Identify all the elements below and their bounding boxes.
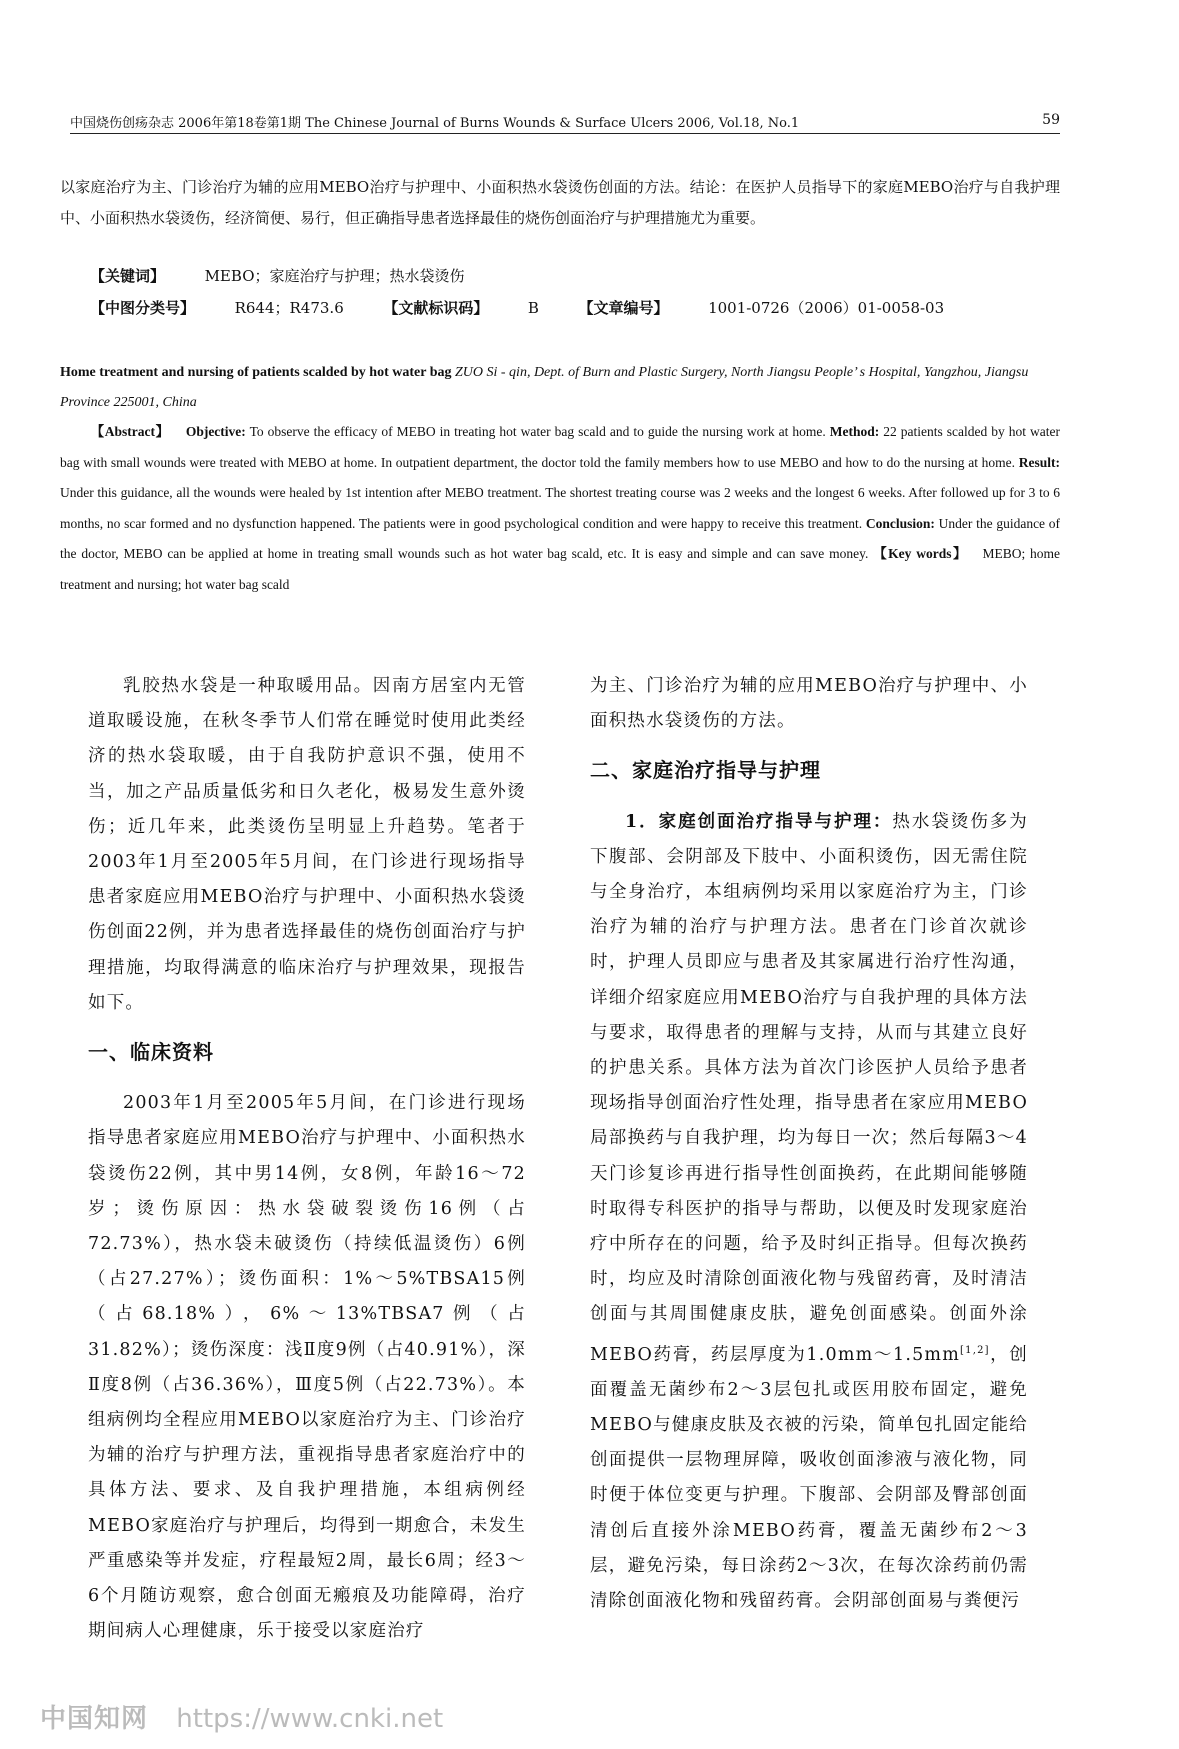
english-title-block — [60, 358, 1060, 418]
clc-label: 【中图分类号】 — [90, 299, 196, 317]
page-number: 59 — [1042, 112, 1060, 128]
clc-value: R644；R473.6 — [234, 299, 344, 317]
method-label: Method: — [829, 424, 880, 439]
conclusion-text: Under the guidance of the doctor, MEBO can be applied at home in treating small wounds such as hot water bag scald, etc. It is easy and simple and can save money. — [60, 515, 1061, 561]
article-number-label: 【文章编号】 — [578, 299, 669, 317]
conclusion-label: Conclusion: — [865, 515, 935, 531]
english-author-affiliation: ZUO Si - qin, Dept. of Burn and Plastic Surgery, North Jiangsu People’ s Hospital, Yangzhou, Jiangsu Province 225001, China — [60, 365, 1029, 410]
subsection-text: 热水袋烫伤多为下腹部、会阴部及下肢中、小面积烫伤，因无需住院与全身治疗，本组病例均采用以家庭治疗为主，门诊治疗为辅的治疗与护理方法。患者在门诊首次就诊时，护理人员即应与患者及其家属进行治疗性沟通，详细介绍家庭应用MEBO治疗与自我护理的具体方法与要求，取得患者的理解与支持，从而与其建立良好的护患关系。具体方法为首次门诊医护人员给予患者现场指导创面治疗性处理，指导患者在家应用MEBO局部换药与自我护理，均为每日一次；然后每隔3～4天门诊复诊再进行指导性创面换药，在此期间能够随时取得专科医护的指导与帮助，以便及时发现家庭治疗中所存在的问题，给予及时纠正指导。但每次换药时，均应及时清除创面液化物与残留药膏，及时清洁创面与其周围健康皮肤，避免创面感染。创面外涂MEBO药膏，药层厚度为1.0mm～1.5mm — [590, 811, 1028, 1365]
clinical-data-paragraph: 2003年1月至2005年5月间，在门诊进行现场指导患者家庭应用MEBO治疗与护理中、小面积热水袋烫伤22例，其中男14例，女8例，年龄16～72岁；烫伤原因：热水袋破裂烫伤16例（占72.73%），热水袋未破烫伤（持续低温烫伤）6例（占27.27%）；烫伤面积：1%～5%TBSA15例（占68.18%），6%～13%TBSA7例（占31.82%）；烫伤深度：浅Ⅱ度9例（占40.91%），深Ⅱ度8例（占36.36%），Ⅲ度5例（占22.73%）。本组病例均全程应用MEBO以家庭治疗为主、门诊治疗为辅的治疗与护理方法，重视指导患者家庭治疗中的具体方法、要求、及自我护理措施，本组病例经MEBO家庭治疗与护理后，均得到一期愈合，未发生严重感染等并发症，疗程最短2周，最长6周；经3～6个月随访观察，愈合创面无瘢痕及功能障碍，治疗期间病人心理健康，乐于接受以家庭治疗 — [88, 1093, 526, 1642]
english-keywords-label: 【Key words】 — [873, 546, 968, 561]
right-column — [590, 669, 1028, 1619]
subsection-label: 1．家庭创面治疗指导与护理： — [625, 811, 893, 832]
doc-code-label: 【文献标识码】 — [383, 299, 489, 317]
watermark-brand: 中国知网 — [40, 1704, 149, 1734]
continued-paragraph: 为主、门诊治疗为辅的应用MEBO治疗与护理中、小面积热水袋烫伤的方法。 — [590, 676, 1028, 732]
objective-text: To observe the efficacy of MEBO in treating hot water bag scald and to guide the nursing work at home. — [249, 424, 826, 439]
home-treatment-paragraph — [590, 805, 1028, 1620]
citation-ref: [1,2] — [960, 1344, 990, 1356]
journal-citation: 中国烧伤创疡杂志 2006年第18卷第1期 The Chinese Journal of Burns Wounds & Surface Ulcers 2006, Vol.18, No.1 — [70, 116, 800, 131]
intro-paragraph: 乳胶热水袋是一种取暖用品。因南方居室内无管道取暖设施，在秋冬季节人们常在睡觉时使用此类经济的热水袋取暖，由于自我防护意识不强，使用不当，加之产品质量低劣和日久老化，极易发生意外烫伤；近几年来，此类烫伤呈明显上升趋势。笔者于2003年1月至2005年5月间，在门诊进行现场指导患者家庭应用MEBO治疗与护理中、小面积热水袋烫伤创面22例，并为患者选择最佳的烧伤创面治疗与护理措施，均取得满意的临床治疗与护理效果，现报告如下。 — [88, 676, 526, 1013]
cnki-watermark — [40, 1698, 443, 1735]
objective-label: Objective: — [185, 424, 246, 439]
result-label: Result: — [1018, 454, 1061, 470]
doc-code-value: B — [527, 299, 539, 317]
article-number-value: 1001-0726（2006）01-0058-03 — [708, 299, 945, 317]
english-title: Home treatment and nursing of patients scalded by hot water bag — [60, 365, 452, 380]
watermark-url: https://www.cnki.net — [176, 1704, 444, 1734]
method-text: 22 patients scalded by hot water bag with small wounds were treated with MEBO at home. In outpatient department, the doctor told the family members how to use MEBO and how to do the nursing at home. — [60, 424, 1061, 470]
left-column — [88, 669, 526, 1649]
subsection-text-continued: ，创面覆盖无菌纱布2～3层包扎或医用胶布固定，避免MEBO与健康皮肤及衣被的污染，简单包扎固定能给创面提供一层物理屏障，吸收创面渗液与液化物，同时便于体位变更与护理。下腹部、会阴部及臀部创面清创后直接外涂MEBO药膏，覆盖无菌纱布2～3层，避免污染，每日涂药2～3次，在每次涂药前仍需清除创面液化物和残留药膏。会阴部创面易与粪便污 — [590, 1344, 1028, 1611]
keywords-value: MEBO；家庭治疗与护理；热水袋烫伤 — [204, 267, 465, 285]
section-heading-home-treatment: 二、家庭治疗指导与护理 — [590, 758, 821, 783]
running-header — [70, 112, 1060, 134]
result-text: Under this guidance, all the wounds were healed by 1st intention after MEBO treatment. The shortest treating course was 2 weeks and the longest 6 weeks. After followed up for 3 to 6 months, no scar formed and no dysfunction happened. The patients were in good psychological condition and were happy to receive this treatment. — [60, 485, 1060, 531]
classification-line — [90, 297, 944, 318]
english-abstract — [60, 417, 1060, 600]
english-keywords: MEBO; home treatment and nursing; hot water bag scald — [60, 546, 1061, 592]
section-heading-clinical-data: 一、临床资料 — [88, 1040, 214, 1065]
chinese-abstract-continuation: 以家庭治疗为主、门诊治疗为辅的应用MEBO治疗与护理中、小面积热水袋烫伤创面的方法。结论：在医护人员指导下的家庭MEBO治疗与自我护理中、小面积热水袋烫伤，经济简便、易行，但正确指导患者选择最佳的烧伤创面治疗与护理措施尤为重要。 — [60, 178, 1060, 227]
keywords-label: 【关键词】 — [90, 267, 166, 285]
abstract-label: 【Abstract】 — [90, 424, 170, 439]
keywords-line — [90, 265, 465, 286]
